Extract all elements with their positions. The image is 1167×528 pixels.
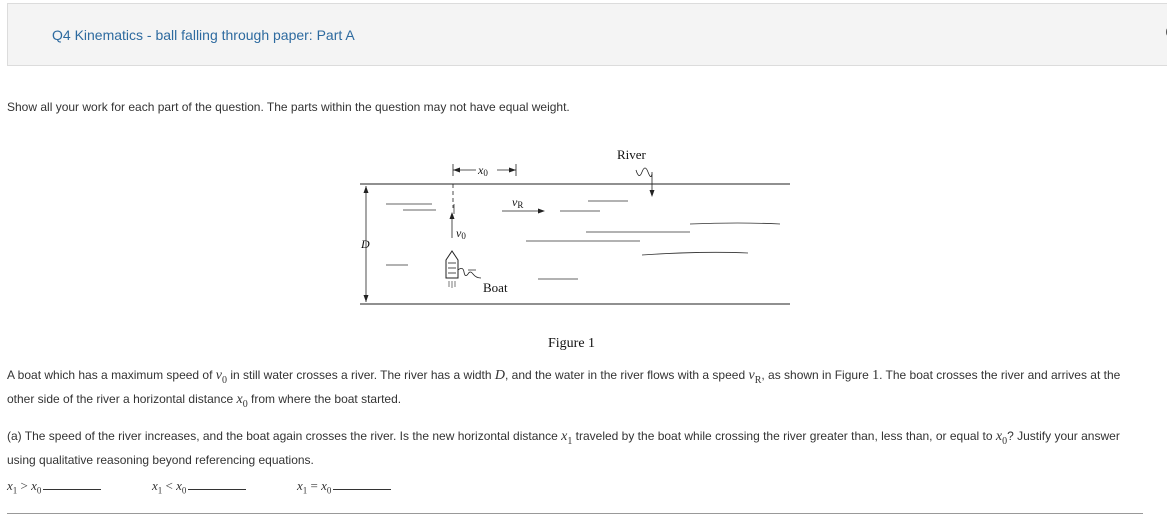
question-header <box>7 3 1167 66</box>
d-label: D <box>361 237 370 251</box>
problem-statement: A boat which has a maximum speed of $v_0$ in still water crosses a river. The river has a width D, and the water in the river flows with a speed $v_R$, as shown in Figure 1. The boat crosses the river and arrives at the other side of the river a horizontal distance $x_0$ from where the boat started. <box>7 368 1121 410</box>
vr-label: vR <box>512 195 524 210</box>
v0-arrow <box>450 212 455 238</box>
vr-arrow <box>502 209 545 214</box>
figure-caption: Figure 1 <box>548 336 596 351</box>
boat-shape <box>446 251 458 288</box>
answer-equal-to[interactable]: $x_1 = x_0$ <box>297 478 391 496</box>
part-a-question: (a) The speed of the river increases, and the boat again crosses the river. Is the new horizontal distance $x_1$ traveled by the boat while crossing the river greater than, less than, or equal to $x_0$? Justify your answer using qualitative reasoning beyond referencing equations. <box>7 429 1120 467</box>
question-title[interactable]: Q4 Kinematics - ball falling through paper: Part A <box>52 27 355 43</box>
river-squiggle <box>636 168 652 177</box>
river-diagram <box>340 140 810 312</box>
bottom-divider <box>7 513 1143 514</box>
instructions-text: Show all your work for each part of the question. The parts within the question may not have equal weight. <box>7 100 570 114</box>
v0-label: v0 <box>456 226 466 241</box>
river-figure <box>340 140 810 312</box>
boat-label: Boat <box>483 280 508 295</box>
answer-blank[interactable] <box>43 479 101 490</box>
water-lines <box>386 201 780 279</box>
answer-greater-than[interactable]: $x_1 > x_0$ <box>7 478 101 496</box>
answer-blank[interactable] <box>188 479 246 490</box>
river-label: River <box>617 147 646 162</box>
answer-blank[interactable] <box>333 479 391 490</box>
x0-label: x0 <box>478 163 488 178</box>
answer-less-than[interactable]: $x_1 < x_0$ <box>152 478 246 496</box>
